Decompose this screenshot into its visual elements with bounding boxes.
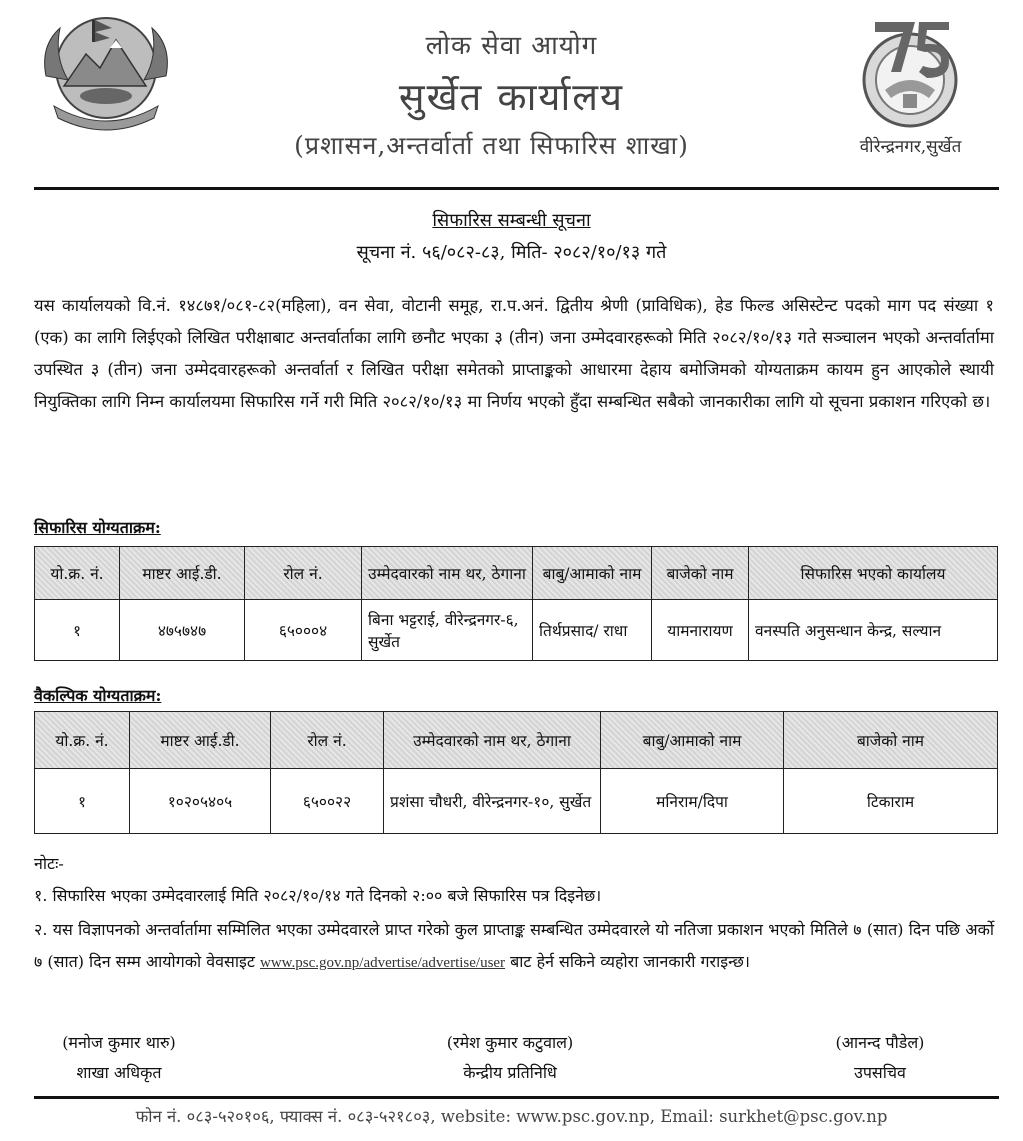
cell-office: वनस्पति अनुसन्धान केन्द्र, सल्यान: [749, 600, 998, 661]
cell-candidate: प्रशंसा चौधरी, वीरेन्द्रनगर-१०, सुर्खेत: [384, 769, 601, 834]
recommended-table: [34, 546, 998, 661]
header-divider: [34, 187, 999, 190]
notice-body: यस कार्यालयको वि.नं. १४८७१/०८१-८२(महिला), वन सेवा, वोटानी समूह, रा.प.अनं. द्वितीय श्रेणी (प्राविधिक), हेड फिल्ड असिस्टेन्ट पदको माग पद संख्या १ (एक) का लागि लिईएको लिखित परीक्षाबाट अन्तर्वार्ताका लागि छनौट भएका ३ (तीन) जना उम्मेदवारहरूको मिति २०८२/१०/१३ गते सञ्चालन भएको अन्तर्वार्तामा उपस्थित ३ (तीन) जना उम्मेदवारहरूको अन्तर्वार्ता र लिखित परीक्षा समेतको प्राप्ताङ्कको आधारमा देहाय बमोजिमको योग्यताक्रम कायम हुन आएकोले स्थायी नियुक्तिका लागि निम्न कार्यालयमा सिफारिस गर्ने गरी मिति २०८२/१०/१३ मा निर्णय भएको हुँदा सम्बन्धित सबैको जानकारीका लागि यो सूचना प्रकाशन गरिएको छ।: [34, 296, 994, 411]
alternative-table: [34, 711, 998, 834]
cell-master-id: १०२०५४०५: [130, 769, 271, 834]
col-roll-no: रोल नं.: [271, 712, 384, 769]
commission-name: लोक सेवा आयोग: [425, 31, 598, 61]
col-serial: यो.क्र. नं.: [35, 547, 120, 600]
table-row: [35, 600, 998, 661]
cell-candidate: बिना भट्टराई, वीरेन्द्रनगर-६, सुर्खेत: [362, 600, 533, 661]
col-candidate: उम्मेदवारको नाम थर, ठेगाना: [362, 547, 533, 600]
psc-75-years-logo-icon: [845, 14, 975, 134]
footer-divider: [34, 1096, 999, 1099]
cell-roll-no: ६५०००४: [245, 600, 362, 661]
table-row: [35, 769, 998, 834]
note-2: [34, 914, 994, 979]
alternative-title: वैकल्पिक योग्यताक्रम:: [34, 686, 162, 705]
table-header-row: [35, 712, 998, 769]
col-candidate: उम्मेदवारको नाम थर, ठेगाना: [384, 712, 601, 769]
cell-grandfather: टिकाराम: [784, 769, 998, 834]
col-grandfather: बाजेको नाम: [652, 547, 749, 600]
cell-parents: तिर्थप्रसाद/ राधा: [533, 600, 652, 661]
cell-grandfather: यामनारायण: [652, 600, 749, 661]
col-roll-no: रोल नं.: [245, 547, 362, 600]
recommended-title: सिफारिस योग्यताक्रम:: [34, 518, 161, 537]
contact-footer: फोन नं. ०८३-५२०१०६, फ्याक्स नं. ०८३-५२१८०३, website: www.psc.gov.np, Email: surkhet@psc.gov.np: [135, 1107, 888, 1126]
col-master-id: माष्टर आई.डी.: [130, 712, 271, 769]
note-1: १. सिफारिस भएका उम्मेदवारलाई मिति २०८२/१०/१४ गते दिनको २:०० बजे सिफारिस पत्र दिइनेछ।: [34, 886, 602, 905]
cell-roll-no: ६५००२२: [271, 769, 384, 834]
signatory-title: उपसचिव: [854, 1063, 906, 1082]
signatory-title: केन्द्रीय प्रतिनिधि: [463, 1063, 557, 1082]
signatory-name: (आनन्द पौडेल): [835, 1033, 925, 1052]
cell-serial: १: [35, 600, 120, 661]
signature-block: [34, 1028, 204, 1088]
notice-number: सूचना नं. ५६/०८२-८३, मिति- २०८२/१०/१३ गते: [356, 242, 667, 263]
signature-block: [790, 1028, 970, 1088]
notice-heading: सिफारिस सम्बन्धी सूचना: [432, 210, 591, 231]
logo-caption: वीरेन्द्रनगर,सुर्खेत: [859, 137, 962, 157]
signatory-name: (मनोज कुमार थारु): [62, 1033, 176, 1052]
cell-master-id: ४७५७४७: [120, 600, 245, 661]
col-serial: यो.क्र. नं.: [35, 712, 130, 769]
letterhead: [0, 0, 1023, 180]
psc-advertise-link[interactable]: www.psc.gov.np/advertise/advertise/user: [259, 955, 506, 971]
col-parents: बाबु/आमाको नाम: [601, 712, 784, 769]
col-office: सिफारिस भएको कार्यालय: [749, 547, 998, 600]
note-2-text-end: बाट हेर्न सकिने व्यहोरा जानकारी गराइन्छ।: [510, 952, 750, 971]
signatory-title: शाखा अधिकृत: [76, 1063, 162, 1082]
signatory-name: (रमेश कुमार कटुवाल): [446, 1033, 574, 1052]
note-2-text: २. यस विज्ञापनको अन्तर्वार्तामा सम्मिलित भएका उम्मेदवारले प्राप्त गरेको कुल प्राप्ताङ्क सम्बन्धित उम्मेदवारले यो नतिजा प्रकाशन भएको मितिले ७ (सात) दिन पछि अर्को ७ (सात) दिन सम्म आयोगको वेवसाइट: [34, 920, 994, 971]
cell-serial: १: [35, 769, 130, 834]
col-grandfather: बाजेको नाम: [784, 712, 998, 769]
office-name: सुर्खेत कार्यालय: [398, 75, 625, 119]
col-master-id: माष्टर आई.डी.: [120, 547, 245, 600]
signature-block: [405, 1028, 615, 1088]
cell-parents: मनिराम/दिपा: [601, 769, 784, 834]
table-header-row: [35, 547, 998, 600]
notes-title: नोटः-: [34, 854, 64, 873]
col-parents: बाबु/आमाको नाम: [533, 547, 652, 600]
branch-name: (प्रशासन,अन्तर्वार्ता तथा सिफारिस शाखा): [294, 131, 689, 160]
